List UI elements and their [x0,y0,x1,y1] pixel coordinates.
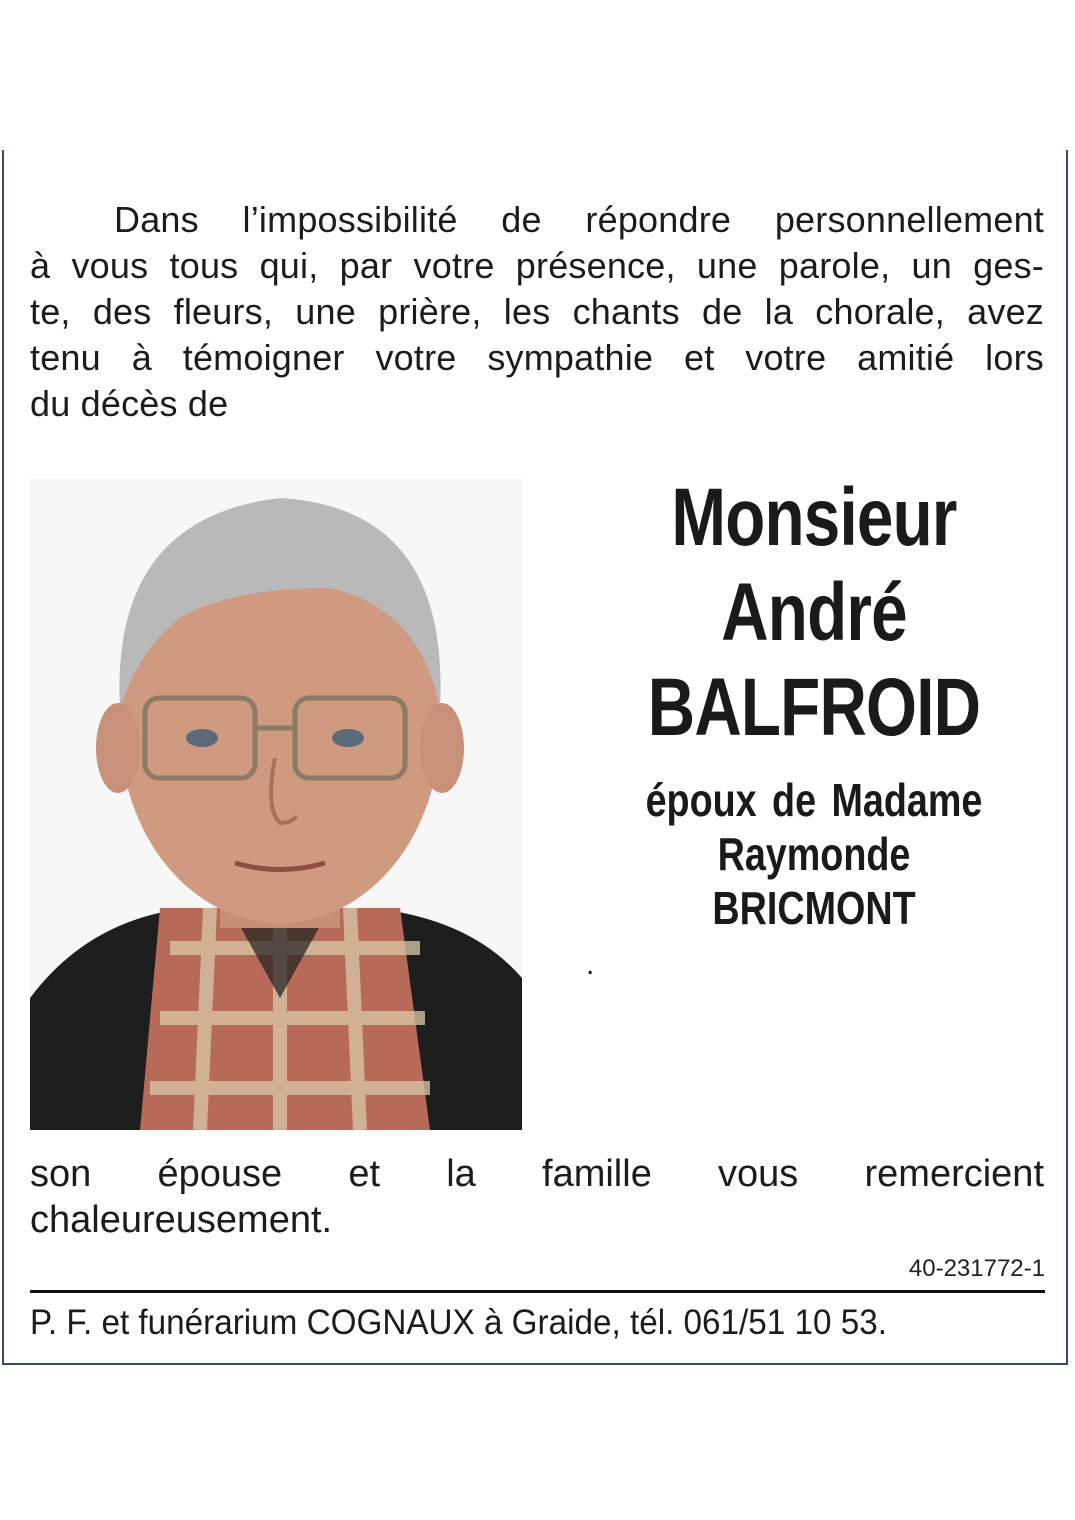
stray-dot: . [586,948,595,981]
funeral-home-footer: P. F. et funérarium COGNAUX à Graide, tél. 061/51 10 53. [30,1303,887,1342]
spouse-line-2: Raymonde BRICMONT [712,828,916,934]
intro-line: du décès de [30,383,229,424]
spouse-line-1: époux de Madame [645,774,983,826]
intro-line: Dans l’impossibilité de répondre personnellement [114,199,1044,240]
spouse-info [572,773,1056,935]
intro-line: te, des fleurs, une prière, les chants de la chorale, avez [30,291,1044,332]
reference-number: 40-231772-1 [908,1255,1045,1282]
portrait-photo [30,478,522,1130]
last-name: BALFROID [647,662,981,753]
first-name: André [721,567,907,658]
intro-line: tenu à témoigner votre sympathie et votre amitié lors [30,337,1044,378]
deceased-name-block [572,470,1056,935]
title-monsieur: Monsieur [671,472,957,563]
closing-line: chaleureusement. [30,1199,333,1241]
intro-line: à vous tous qui, par votre présence, une parole, un ges- [30,245,1044,286]
closing-paragraph [30,1151,1044,1243]
closing-line: son épouse et la famille vous remercient [30,1153,1044,1195]
divider-rule [30,1290,1045,1293]
intro-paragraph [30,197,1044,427]
